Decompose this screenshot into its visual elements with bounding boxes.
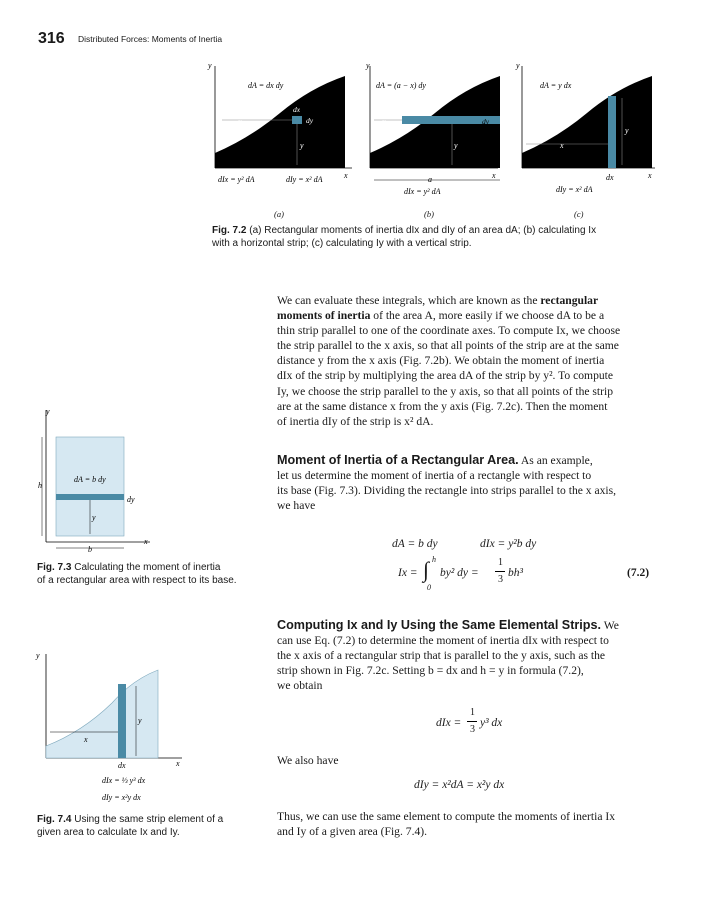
eq72-lower: 0 <box>427 583 431 592</box>
caption-line2: of a rectangular area with respect to its base. <box>37 574 237 586</box>
also-have-text: We also have <box>277 754 339 767</box>
x-axis-label: x <box>176 759 180 768</box>
chapter-title: Distributed Forces: Moments of Inertia <box>78 34 223 44</box>
section2-line4: we obtain <box>277 679 323 693</box>
para1-line9: of inertia dIy of the strip is x² dA. <box>277 414 434 428</box>
caption-line1: (a) Rectangular moments of inertia dIx and dIy of an area dA; (b) calculating Ix <box>249 225 597 236</box>
section2-title-after: We <box>603 619 619 632</box>
eq72-number: (7.2) <box>627 567 650 579</box>
integral-sign: ∫ <box>423 557 430 582</box>
section2-line2: the x axis of a rectangular strip that is parallel to the y axis, such as the <box>277 649 606 663</box>
dIy-label: dIy = x² dA <box>556 185 593 194</box>
para1-line4: the strip parallel to the x axis, so that all points of the strip are at the same <box>277 339 619 353</box>
section1-line4: we have <box>277 499 316 513</box>
eq72-frac-bar <box>495 571 505 572</box>
element-dA <box>292 116 302 124</box>
eq72-lhs: Ix = <box>398 567 418 579</box>
vertical-strip <box>608 96 616 168</box>
vertical-strip <box>118 684 126 758</box>
para1-line6: dIx of the strip by multiplying the area dA of the strip by y². To compute <box>277 369 614 383</box>
figure-7-4-caption <box>37 814 277 839</box>
eq72-rhs: bh³ <box>508 567 523 579</box>
eq-dIx-den: 3 <box>470 724 475 735</box>
dx-label: dx <box>293 105 301 114</box>
section1-line2: let us determine the moment of inertia of a rectangle with respect to <box>277 469 592 483</box>
dy-label: dy <box>127 495 135 504</box>
x-label: x <box>560 141 564 150</box>
dIx-label: dIx = y² dA <box>404 187 441 196</box>
dy-label: dy <box>306 116 314 125</box>
section1-line1: As an example, <box>520 454 593 467</box>
paragraph-final <box>277 809 653 839</box>
eq-dIx-rhs: y³ dx <box>480 717 503 729</box>
eq-dIx-lhs: dIx = <box>436 717 462 729</box>
figure-7-2b <box>358 58 508 198</box>
a-label: a <box>428 175 432 184</box>
horizontal-strip <box>56 494 124 500</box>
eq72-den: 3 <box>498 574 503 585</box>
caption-label: Fig. 7.3 <box>37 562 72 573</box>
y-label: y <box>138 716 142 725</box>
eq72-upper: h <box>432 555 436 564</box>
dA-label: dA = y dx <box>540 81 572 90</box>
final-line1: Thus, we can use the same element to compute the moments of inertia Ix <box>277 810 616 823</box>
shaded-area <box>46 670 158 758</box>
para1-line8: are at the same distance x from the y axis (Fig. 7.2c). Then the moment <box>277 399 608 413</box>
x-axis-label: x <box>144 537 148 546</box>
section-title: Computing Ix and Iy Using the Same Elemental Strips. <box>277 618 602 632</box>
caption-line1: Calculating the moment of inertia <box>74 562 221 573</box>
caption-line1: Using the same strip element of a <box>74 814 224 825</box>
section-title: Moment of Inertia of a Rectangular Area. <box>277 453 519 467</box>
dIy-label: dIy = x² dA <box>286 175 323 184</box>
page-number: 316 <box>38 30 65 47</box>
eq-dIx: dIx = y²b dy <box>480 538 537 550</box>
y-label: y <box>625 126 629 135</box>
para1-line1: We can evaluate these integrals, which are known as the <box>277 294 538 307</box>
panel-c-tag: (c) <box>574 209 584 219</box>
eq-dIx-frac-bar <box>467 721 477 722</box>
eq72-integrand: by² dy = <box>440 567 479 579</box>
section-same-strips <box>277 618 653 693</box>
eq-dA: dA = b dy <box>392 538 438 550</box>
figure-7-4 <box>32 648 192 808</box>
dIx-label: dIx = ⅓ y³ dx <box>102 776 146 785</box>
caption-line2: given area to calculate Ix and Iy. <box>37 826 180 838</box>
y-axis-label: y <box>36 651 40 660</box>
y-axis-label: y <box>366 61 370 70</box>
figure-7-3 <box>32 402 192 562</box>
dIx-label: dIx = y² dA <box>218 175 255 184</box>
panel-a-tag: (a) <box>274 209 284 219</box>
b-label: b <box>88 545 92 554</box>
x-axis-label: x <box>492 171 496 180</box>
figure-7-2a <box>200 58 360 188</box>
section2-line1: can use Eq. (7.2) to determine the moment of inertia dIx with respect to <box>277 634 609 648</box>
dIy-label: dIy = x²y dx <box>102 793 141 802</box>
para1-line2-bold: moments of inertia <box>277 309 371 323</box>
x-axis-label: x <box>344 171 348 180</box>
para1-line5: distance y from the x axis (Fig. 7.2b). We obtain the moment of inertia <box>277 354 605 368</box>
caption-line2: with a horizontal strip; (c) calculating Iy with a vertical strip. <box>212 237 472 249</box>
dA-label: dA = b dy <box>74 475 106 484</box>
figure-7-3-caption <box>37 562 277 587</box>
para1-bold1: rectangular <box>540 294 599 307</box>
dy-label: dy <box>482 117 490 126</box>
x-label: x <box>238 117 242 126</box>
section-rectangular-area <box>277 453 653 513</box>
y-axis-label: y <box>208 61 212 70</box>
figure-7-2c <box>510 58 660 198</box>
panel-b-tag: (b) <box>424 209 434 219</box>
section2-line3: strip shown in Fig. 7.2c. Setting b = dx and h = y in formula (7.2), <box>277 664 584 678</box>
caption-label: Fig. 7.4 <box>37 814 72 825</box>
para1-line7: Iy, we choose the strip parallel to the y axis, so that all points of the strip <box>277 384 614 398</box>
para1-line2: of the area A, more easily if we choose dA to be a <box>373 309 605 323</box>
eq-dIx-num: 1 <box>470 707 475 718</box>
dx-label: dx <box>606 173 614 182</box>
para1-line3: thin strip parallel to one of the coordinate axes. To compute Ix, we choose <box>277 324 621 338</box>
dA-label: dA = (a − x) dy <box>376 81 426 90</box>
y-label: y <box>454 141 458 150</box>
paragraph-1 <box>277 293 653 429</box>
h-label: h <box>38 481 42 490</box>
caption-label: Fig. 7.2 <box>212 225 247 236</box>
eq72-num: 1 <box>498 557 503 568</box>
x-axis-label: x <box>648 171 652 180</box>
y-axis-label: y <box>46 407 50 416</box>
y-axis-label: y <box>516 61 520 70</box>
dx-label: dx <box>118 761 126 770</box>
final-line2: and Iy of a given area (Fig. 7.4). <box>277 825 428 839</box>
eq-dIy: dIy = x²dA = x²y dx <box>414 779 505 791</box>
dA-label: dA = dx dy <box>248 81 284 90</box>
x-label: x <box>382 117 386 126</box>
section1-line3: its base (Fig. 7.3). Dividing the rectangle into strips parallel to the x axis, <box>277 484 617 498</box>
x-label: x <box>84 735 88 744</box>
figure-7-2-caption <box>212 225 672 250</box>
y-label: y <box>300 141 304 150</box>
y-label: y <box>92 513 96 522</box>
